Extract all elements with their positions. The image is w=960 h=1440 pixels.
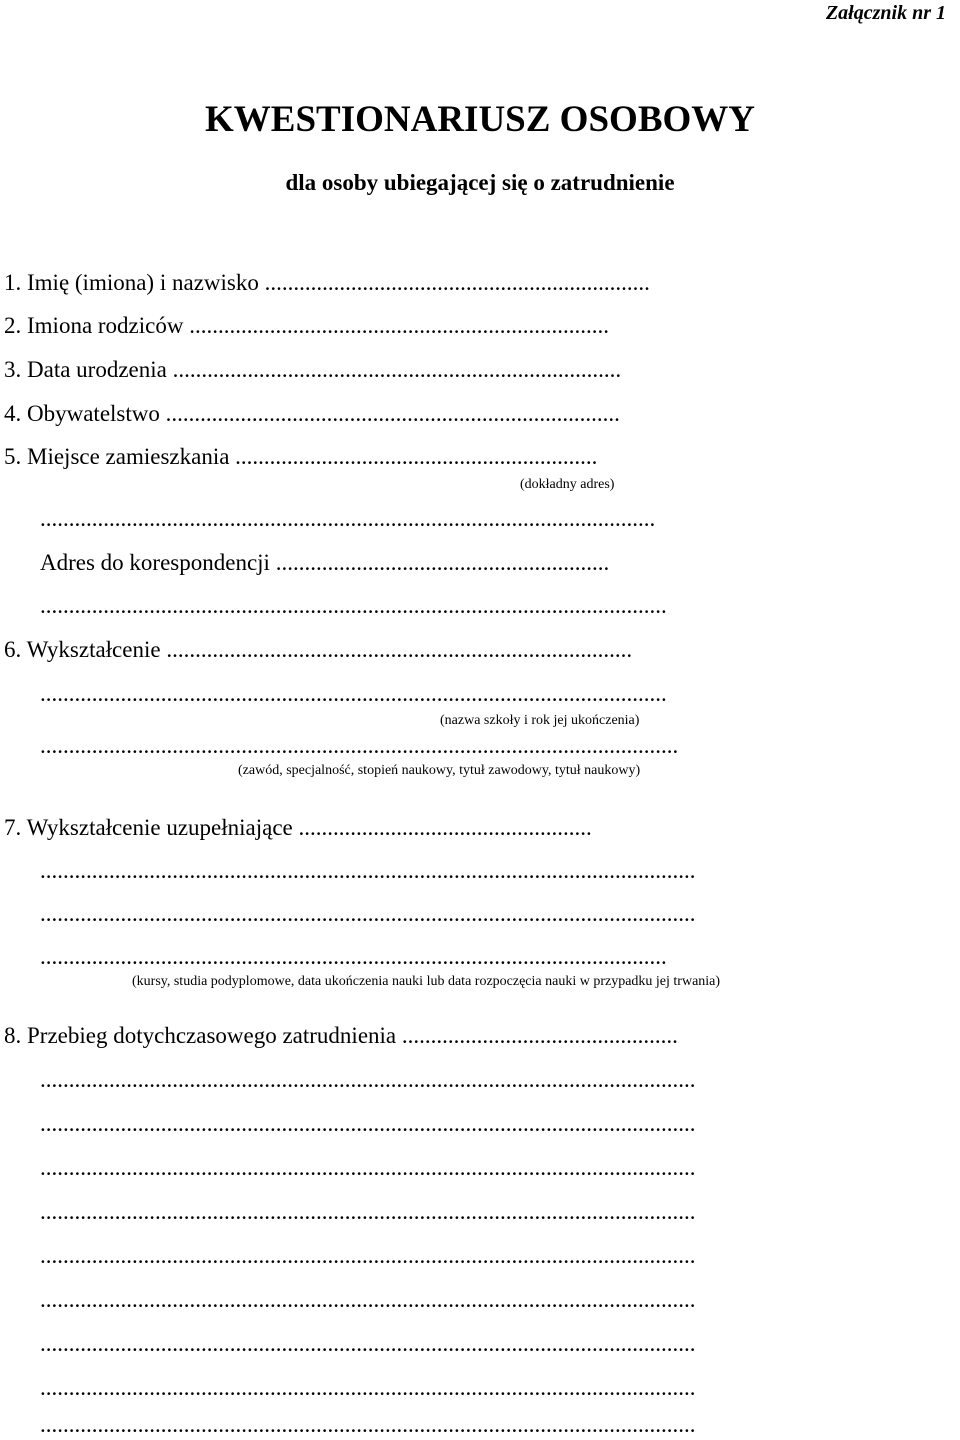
field-employment-history[interactable]: 8. Przebieg dotychczasowego zatrudnienia ................................................	[4, 1023, 678, 1048]
employment-line[interactable]: ..................................................................................................................	[40, 1287, 696, 1312]
education-note-school: (nazwa szkoły i rok jej ukończenia)	[440, 713, 640, 728]
field-education[interactable]: 6. Wykształcenie .................................................................................	[4, 637, 633, 662]
field-additional-education-continued-3[interactable]: .............................................................................................................	[40, 944, 667, 969]
employment-line[interactable]: ..................................................................................................................	[40, 1375, 696, 1400]
employment-line[interactable]: ..................................................................................................................	[40, 1067, 696, 1092]
field-education-continued-1[interactable]: .............................................................................................................	[40, 681, 667, 706]
additional-education-note: (kursy, studia podyplomowe, data ukończenia nauki lub data rozpoczęcia nauki w przypadku jej trwania)	[132, 974, 721, 989]
field-residence[interactable]: 5. Miejsce zamieszkania ...............................................................	[4, 444, 598, 469]
field-name[interactable]: 1. Imię (imiona) i nazwisko ...................................................................	[4, 270, 650, 295]
field-parents-names[interactable]: 2. Imiona rodziców .........................................................................	[4, 313, 609, 338]
employment-line[interactable]: ..................................................................................................................	[40, 1412, 696, 1437]
field-correspondence-address[interactable]: Adres do korespondencji ..........................................................	[40, 550, 610, 575]
form-title: KWESTIONARIUSZ OSOBOWY	[205, 99, 755, 140]
annex-label: Załącznik nr 1	[825, 2, 946, 24]
employment-line[interactable]: ..................................................................................................................	[40, 1111, 696, 1136]
field-additional-education-continued-2[interactable]: ..................................................................................................................	[40, 901, 696, 926]
field-education-continued-2[interactable]: ...............................................................................................................	[40, 733, 679, 758]
field-correspondence-address-continued[interactable]: .............................................................................................................	[40, 593, 667, 618]
employment-line[interactable]: ..................................................................................................................	[40, 1243, 696, 1268]
field-citizenship[interactable]: 4. Obywatelstwo ...............................................................................	[4, 401, 620, 426]
employment-line[interactable]: ..................................................................................................................	[40, 1331, 696, 1356]
field-birth-date[interactable]: 3. Data urodzenia ..............................................................................	[4, 357, 622, 382]
residence-note: (dokładny adres)	[520, 477, 615, 492]
education-note-profession: (zawód, specjalność, stopień naukowy, tytuł zawodowy, tytuł naukowy)	[238, 763, 641, 778]
field-residence-continued[interactable]: ...........................................................................................................	[40, 506, 656, 531]
employment-line[interactable]: ..................................................................................................................	[40, 1155, 696, 1180]
field-additional-education-continued-1[interactable]: ..................................................................................................................	[40, 858, 696, 883]
form-subtitle: dla osoby ubiegającej się o zatrudnienie	[285, 170, 675, 195]
employment-line[interactable]: ..................................................................................................................	[40, 1199, 696, 1224]
field-additional-education[interactable]: 7. Wykształcenie uzupełniające ...................................................	[4, 815, 592, 840]
